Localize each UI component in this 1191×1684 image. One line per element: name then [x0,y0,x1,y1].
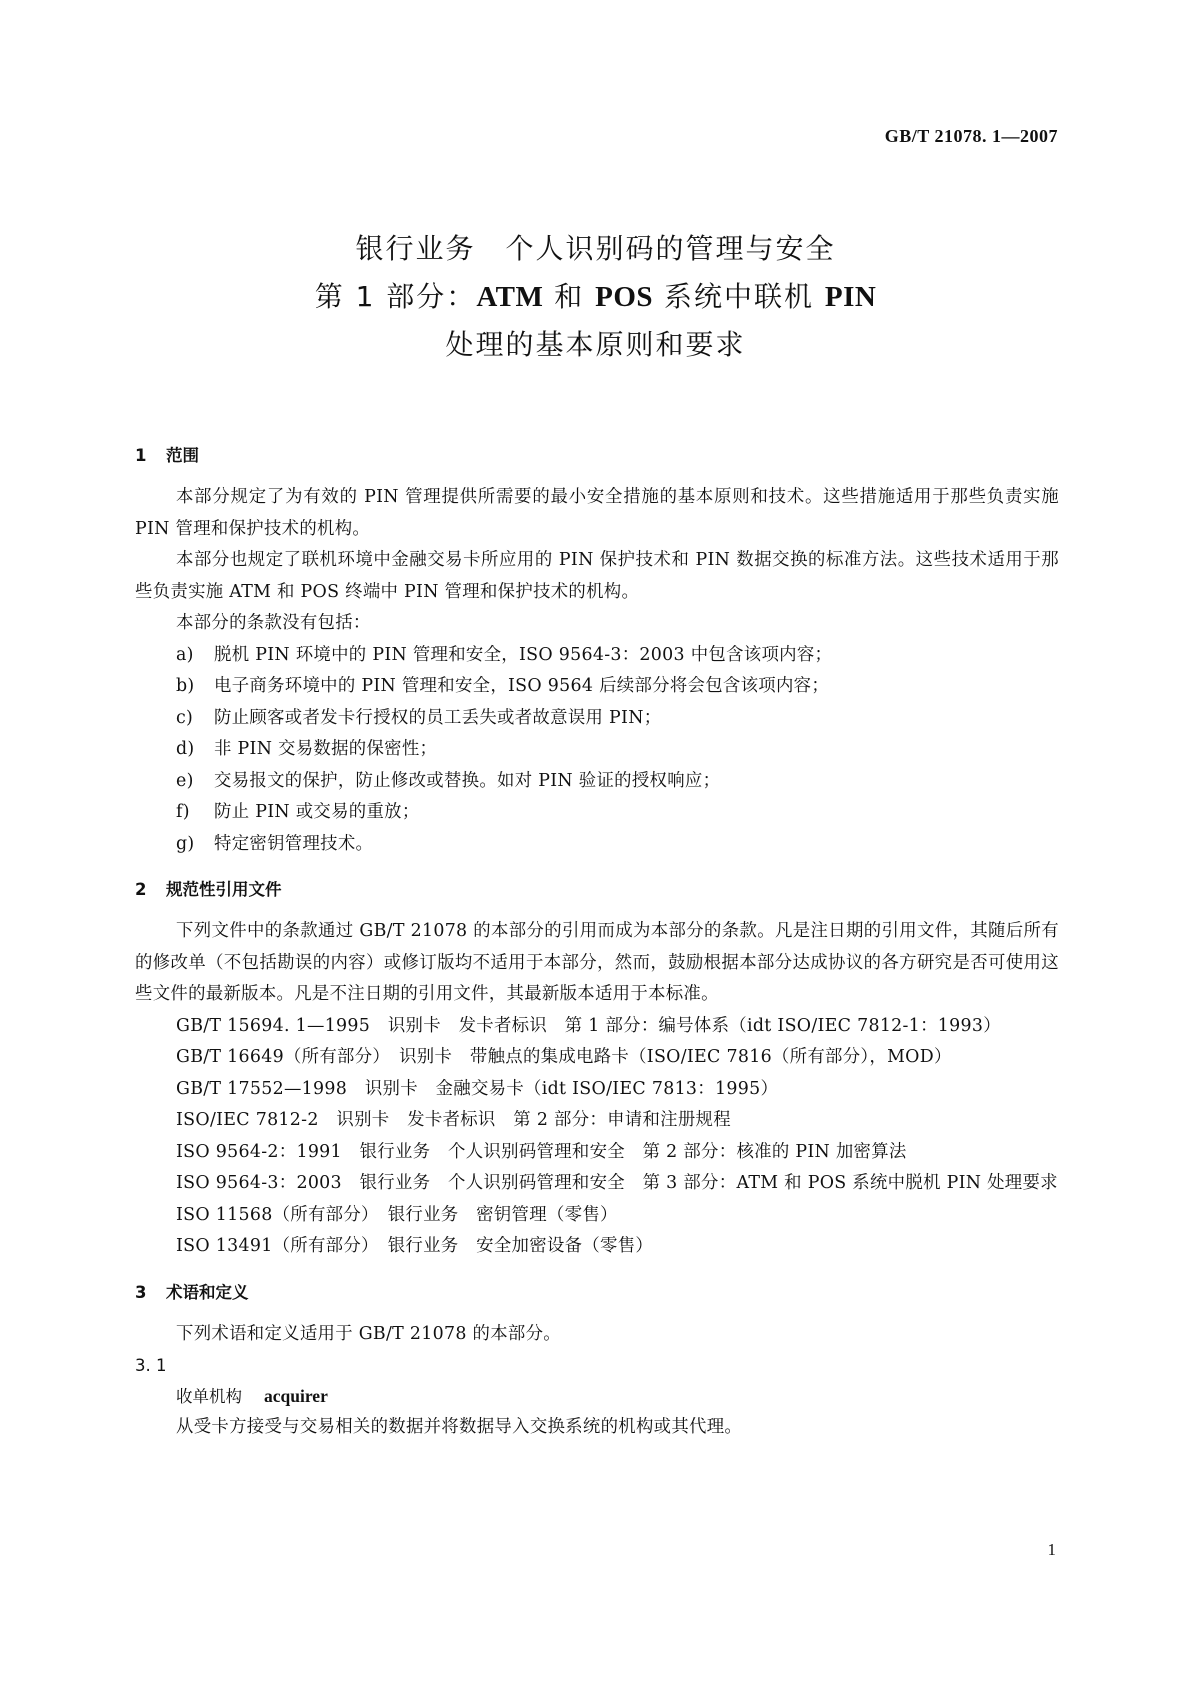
title-line-3: 处理的基本原则和要求 [445,328,746,361]
title-line-1: 银行业务 个人识别码的管理与安全 [355,232,836,265]
section-heading-terms-definitions [135,1281,1059,1305]
title-line-2-pos: POS [595,281,654,313]
section-heading-scope [135,444,1059,468]
document-body [135,444,1059,1444]
section-title: 术语和定义 [166,1282,249,1302]
section-number: 2 [135,880,147,899]
list-item [135,829,1059,861]
title-line-2-atm: ATM [476,281,544,313]
list-item-text: 脱机 PIN 环境中的 PIN 管理和安全，ISO 9564-3：2003 中包含该项内容； [214,644,833,665]
reference-item: ISO 11568（所有部分） 银行业务 密钥管理（零售） [176,1204,618,1225]
section-number: 1 [135,446,147,465]
list-item [135,640,1059,672]
list-marker: g) [176,833,195,854]
list-item-text: 特定密钥管理技术。 [214,833,374,854]
reference-item: ISO 9564-2：1991 银行业务 个人识别码管理和安全 第 2 部分：核准的 PIN 加密算法 [176,1141,907,1162]
title-line-2 [0,273,1191,321]
term-name [135,1381,1059,1412]
list-item [135,797,1059,829]
list-item [135,766,1059,798]
term-number: 3. 1 [135,1356,167,1375]
term-definition: 从受卡方接受与交易相关的数据并将数据导入交换系统的机构或其代理。 [176,1417,743,1437]
term-name-cn: 收单机构 [176,1387,242,1406]
title-line-2-prefix: 第 1 部分： [314,280,477,313]
paragraph: 本部分的条款没有包括： [176,613,371,633]
title-line-2-pin: PIN [824,281,877,313]
title-line-2-middle: 系统中联机 [653,280,825,313]
list-marker: a) [176,644,194,665]
section-title: 规范性引用文件 [166,880,282,899]
reference-item: GB/T 16649（所有部分） 识别卡 带触点的集成电路卡（ISO/IEC 7816（所有部分），MOD） [176,1047,952,1067]
standard-number-text: GB/T 21078. 1—2007 [884,126,1058,146]
term-entry [135,1350,1059,1444]
list-item-text: 防止 PIN 或交易的重放； [214,802,420,822]
paragraph: 本部分规定了为有效的 PIN 管理提供所需要的最小安全措施的基本原则和技术。这些措施适用于那些负责实施 PIN 管理和保护技术的机构。 [135,487,1059,539]
paragraph: 下列术语和定义适用于 GB/T 21078 的本部分。 [176,1323,561,1344]
term-name-en: acquirer [264,1386,328,1406]
list-marker: b) [176,676,195,696]
list-marker: e) [176,770,194,791]
paragraph: 下列文件中的条款通过 GB/T 21078 的本部分的引用而成为本部分的条款。凡是注日期的引用文件，其随后所有的修改单（不包括勘误的内容）或修订版均不适用于本部分，然而，鼓励根据本部分达成协议的各方研究是否可使用这些文件的最新版本。凡是不注日期的引用文件，其最新版本适用于本标准。 [135,921,1059,1004]
reference-item: ISO/IEC 7812-2 识别卡 发卡者标识 第 2 部分：申请和注册规程 [176,1110,731,1130]
list-marker: c) [176,707,194,728]
reference-item: ISO 9564-3：2003 银行业务 个人识别码管理和安全 第 3 部分：ATM 和 POS 系统中脱机 PIN 处理要求 [176,1173,1058,1193]
reference-item: GB/T 17552—1998 识别卡 金融交易卡（idt ISO/IEC 7813：1995） [176,1078,779,1099]
list-item-text: 交易报文的保护，防止修改或替换。如对 PIN 验证的授权响应； [214,770,721,791]
title-line-2-and: 和 [543,280,596,313]
exclusion-list [135,640,1059,861]
standard-number [885,126,1058,147]
list-marker: d) [176,739,195,759]
reference-item: GB/T 15694. 1—1995 识别卡 发卡者标识 第 1 部分：编号体系（idt ISO/IEC 7812-1：1993） [176,1015,1001,1036]
reference-list [135,1011,1059,1263]
list-item [135,703,1059,735]
section-title: 范围 [166,446,199,465]
section-heading-normative-references [135,878,1059,902]
reference-item: ISO 13491（所有部分） 银行业务 安全加密设备（零售） [176,1236,654,1256]
document-title [0,225,1191,369]
list-item-text: 防止顾客或者发卡行授权的员工丢失或者故意误用 PIN； [214,707,662,728]
list-item [135,734,1059,766]
paragraph: 本部分也规定了联机环境中金融交易卡所应用的 PIN 保护技术和 PIN 数据交换的标准方法。这些技术适用于那些负责实施 ATM 和 POS 终端中 PIN 管理和保护技术的机构。 [135,550,1059,602]
page-number: 1 [1047,1540,1056,1559]
list-marker: f) [176,802,190,822]
list-item-text: 电子商务环境中的 PIN 管理和安全，ISO 9564 后续部分将会包含该项内容； [214,676,830,696]
list-item [135,671,1059,703]
section-number: 3 [135,1282,147,1302]
list-item-text: 非 PIN 交易数据的保密性； [214,739,438,759]
